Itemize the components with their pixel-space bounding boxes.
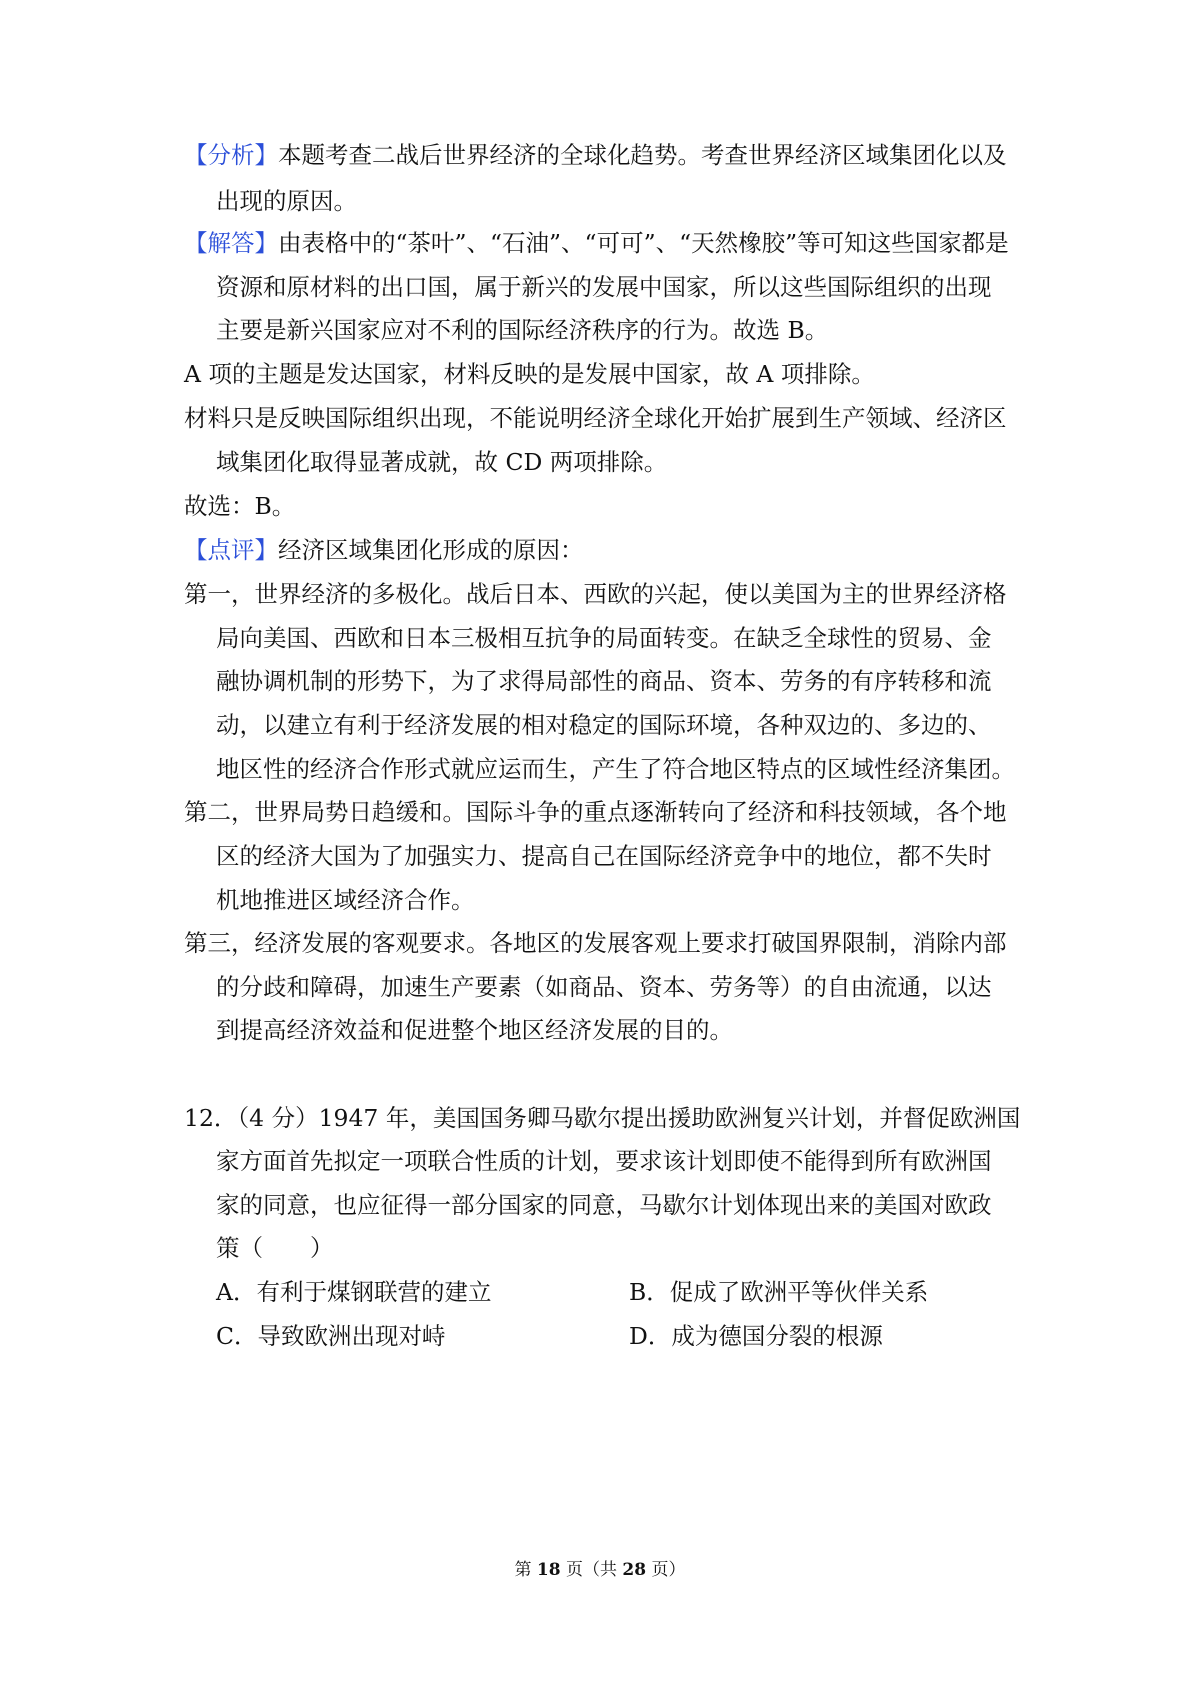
analysis-line-2: 出现的原因。 [216, 187, 357, 215]
analysis-tag: 【分析】 [184, 141, 278, 169]
question-12-line-1: 12．（4 分）1947 年，美国国务卿马歇尔提出援助欧洲复兴计划，并督促欧洲国 [184, 1104, 1021, 1132]
answer-line-3: 主要是新兴国家应对不利的国际经济秩序的行为。故选 B。 [216, 316, 829, 344]
analysis-line-1: 【分析】本题考查二战后世界经济的全球化趋势。考查世界经济区域集团化以及 [184, 141, 1007, 169]
comment-first-line-1: 第一，世界经济的多极化。战后日本、西欧的兴起，使以美国为主的世界经济格 [184, 580, 1007, 608]
answer-para-3-line-1: 材料只是反映国际组织出现，不能说明经济全球化开始扩展到生产领域、经济区 [184, 404, 1007, 432]
question-12-line-3: 家的同意，也应征得一部分国家的同意，马歇尔计划体现出来的美国对欧政 [216, 1191, 992, 1219]
page-total: 28 [622, 1560, 647, 1580]
comment-second-line-2: 区的经济大国为了加强实力、提高自己在国际经济竞争中的地位，都不失时 [216, 842, 992, 870]
option-a: A．有利于煤钢联营的建立 [216, 1278, 492, 1306]
page-number: 18 [536, 1560, 561, 1580]
comment-second-line-1: 第二，世界局势日趋缓和。国际斗争的重点逐渐转向了经济和科技领域，各个地 [184, 798, 1007, 826]
answer-para-2: A 项的主题是发达国家，材料反映的是发展中国家，故 A 项排除。 [184, 360, 875, 388]
comment-first-line-4: 动，以建立有利于经济发展的相对稳定的国际环境，各种双边的、多边的、 [216, 711, 992, 739]
comment-third-line-2: 的分歧和障碍，加速生产要素（如商品、资本、劳务等）的自由流通，以达 [216, 973, 992, 1001]
option-b: B．促成了欧洲平等伙伴关系 [629, 1278, 929, 1306]
option-c: C．导致欧洲出现对峙 [216, 1322, 446, 1350]
question-12-line-4: 策（ ） [216, 1234, 334, 1262]
comment-first-line-2: 局向美国、西欧和日本三极相互抗争的局面转变。在缺乏全球性的贸易、金 [216, 624, 992, 652]
answer-line-1: 【解答】由表格中的“茶叶”、“石油”、“可可”、“天然橡胶”等可知这些国家都是 [184, 229, 1009, 257]
answer-line-2: 资源和原材料的出口国，属于新兴的发展中国家，所以这些国际组织的出现 [216, 273, 992, 301]
question-12-line-2: 家方面首先拟定一项联合性质的计划，要求该计划即使不能得到所有欧洲国 [216, 1147, 992, 1175]
page-footer: 第 18 页（共 28 页） [514, 1560, 686, 1580]
comment-first-line-5: 地区性的经济合作形式就应运而生，产生了符合地区特点的区域性经济集团。 [216, 755, 1015, 783]
comment-tag: 【点评】 [184, 536, 278, 564]
comment-third-line-1: 第三，经济发展的客观要求。各地区的发展客观上要求打破国界限制，消除内部 [184, 929, 1007, 957]
comment-third-line-3: 到提高经济效益和促进整个地区经济发展的目的。 [216, 1016, 733, 1044]
comment-intro: 【点评】经济区域集团化形成的原因： [184, 536, 584, 564]
comment-first-line-3: 融协调机制的形势下，为了求得局部性的商品、资本、劳务的有序转移和流 [216, 667, 992, 695]
answer-para-3-line-2: 域集团化取得显著成就，故 CD 两项排除。 [216, 448, 668, 476]
option-d: D．成为德国分裂的根源 [629, 1322, 883, 1350]
answer-final: 故选：B。 [184, 492, 296, 520]
answer-tag: 【解答】 [184, 229, 278, 257]
comment-second-line-3: 机地推进区域经济合作。 [216, 886, 475, 914]
